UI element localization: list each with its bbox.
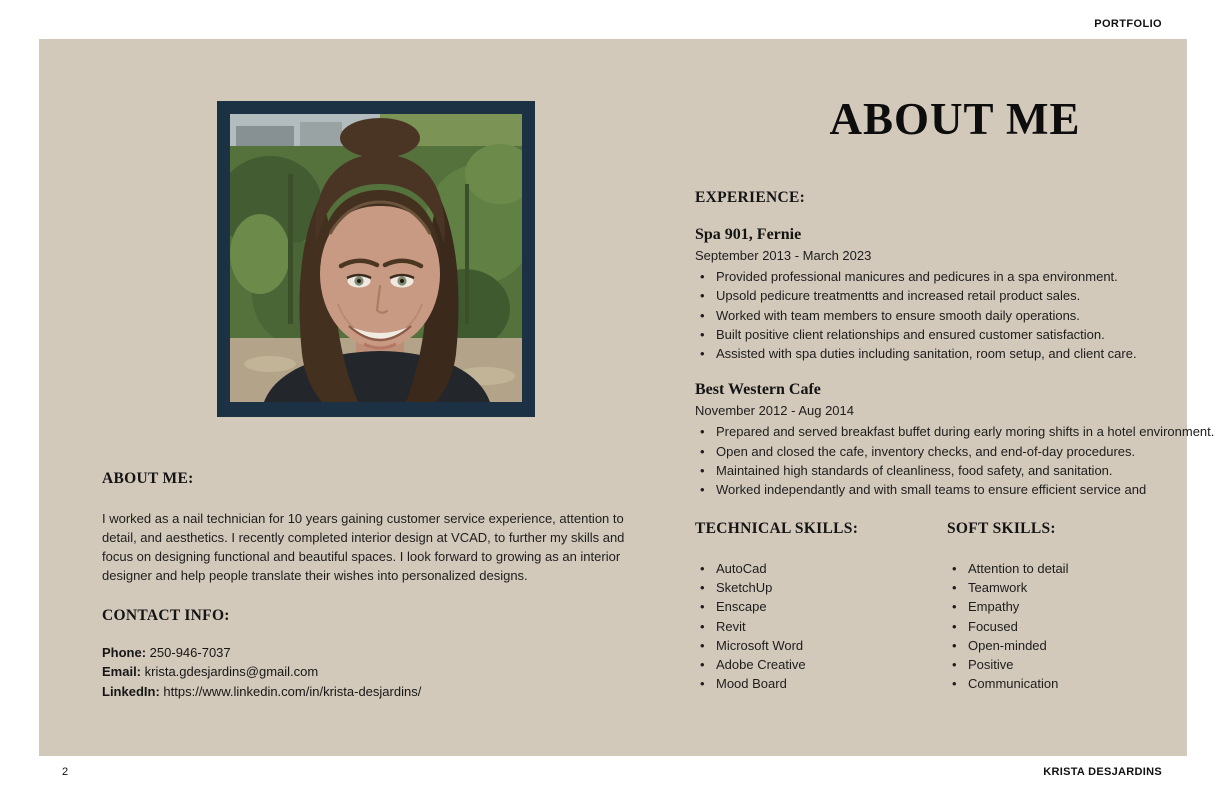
experience-heading: EXPERIENCE: bbox=[695, 189, 806, 206]
contact-row bbox=[102, 643, 650, 662]
skill-item: • Open-minded bbox=[947, 636, 1215, 655]
job-bullet: • Upsold pedicure treatmentts and increased retail product sales. bbox=[695, 286, 1215, 305]
contact-list bbox=[102, 643, 650, 701]
skill-item: • SketchUp bbox=[695, 578, 947, 597]
job-bullet-list bbox=[695, 267, 1215, 363]
about-me-paragraph: I worked as a nail technician for 10 years gaining customer service experience, attention to detail, and aesthetics. I recently completed interior design at VCAD, to further my skills and focus on designing functional and beautiful spaces. I look forward to growing as an interior designer and help people translate their wishes into personalized designs. bbox=[102, 511, 625, 583]
job-bullet: • Prepared and served breakfast buffet during early moring shifts in a hotel environment. bbox=[695, 422, 1215, 441]
job-bullet-list bbox=[695, 422, 1215, 499]
technical-skills-list bbox=[695, 559, 947, 694]
contact-info-heading: CONTACT INFO: bbox=[102, 607, 230, 624]
contact-value: https://www.linkedin.com/in/krista-desjardins/ bbox=[159, 683, 422, 699]
skill-item: • Positive bbox=[947, 655, 1215, 674]
job-dates: September 2013 - March 2023 bbox=[695, 248, 872, 263]
job-bullet: • Worked with team members to ensure smooth daily operations. bbox=[695, 306, 1215, 325]
footer-author-name: KRISTA DESJARDINS bbox=[1043, 766, 1162, 778]
skill-item: • AutoCad bbox=[695, 559, 947, 578]
skill-item: • Microsoft Word bbox=[695, 636, 947, 655]
skill-item: • Adobe Creative bbox=[695, 655, 947, 674]
job-bullet: • Assisted with spa duties including sanitation, room setup, and client care. bbox=[695, 344, 1215, 363]
skills-section bbox=[695, 519, 1215, 694]
job-bullet: • Open and closed the cafe, inventory checks, and end-of-day procedures. bbox=[695, 442, 1215, 461]
job-dates: November 2012 - Aug 2014 bbox=[695, 403, 854, 419]
skill-item: • Empathy bbox=[947, 597, 1215, 616]
contact-value: krista.gdesjardins@gmail.com bbox=[141, 664, 319, 680]
contact-label: Email: bbox=[102, 664, 142, 680]
left-column bbox=[102, 469, 650, 701]
page-title: ABOUT ME bbox=[829, 94, 1081, 144]
job-bullet: • Worked independantly and with small teams to ensure efficient service and bbox=[695, 480, 1215, 499]
technical-skills-heading: TECHNICAL SKILLS: bbox=[695, 519, 859, 537]
page-number: 2 bbox=[62, 766, 69, 778]
skill-item: • Focused bbox=[947, 617, 1215, 636]
about-me-heading: ABOUT ME: bbox=[102, 470, 194, 487]
contact-row bbox=[102, 682, 650, 701]
contact-value: 250-946-7037 bbox=[146, 645, 231, 660]
skill-item: • Mood Board bbox=[695, 674, 947, 693]
skill-item: • Enscape bbox=[695, 597, 947, 616]
job-name: Best Western Cafe bbox=[695, 381, 821, 399]
right-column bbox=[695, 95, 1215, 694]
job-bullet: • Provided professional manicures and pedicures in a spa environment. bbox=[695, 267, 1215, 286]
soft-skills-list bbox=[947, 559, 1215, 694]
technical-skills-column bbox=[695, 519, 947, 694]
contact-label: Phone: bbox=[102, 645, 147, 660]
profile-photo bbox=[230, 114, 522, 402]
soft-skills-heading: SOFT SKILLS: bbox=[947, 519, 1056, 537]
profile-photo-frame bbox=[217, 101, 535, 417]
skill-item: • Teamwork bbox=[947, 578, 1215, 597]
job-entry-best-western bbox=[695, 380, 1215, 499]
skill-item: • Revit bbox=[695, 617, 947, 636]
job-bullet: • Maintained high standards of cleanliness, food safety, and sanitation. bbox=[695, 461, 1215, 480]
skill-item: • Attention to detail bbox=[947, 559, 1215, 578]
page-panel bbox=[39, 39, 1215, 756]
contact-row bbox=[102, 662, 650, 681]
job-name: Spa 901, Fernie bbox=[695, 226, 802, 243]
job-entry-spa901 bbox=[695, 225, 1215, 363]
contact-label: LinkedIn: bbox=[102, 683, 160, 699]
skill-item: • Communication bbox=[947, 674, 1215, 693]
portfolio-header-label: PORTFOLIO bbox=[1094, 18, 1162, 30]
job-bullet: • Built positive client relationships and ensured customer satisfaction. bbox=[695, 325, 1215, 344]
soft-skills-column bbox=[947, 519, 1215, 694]
